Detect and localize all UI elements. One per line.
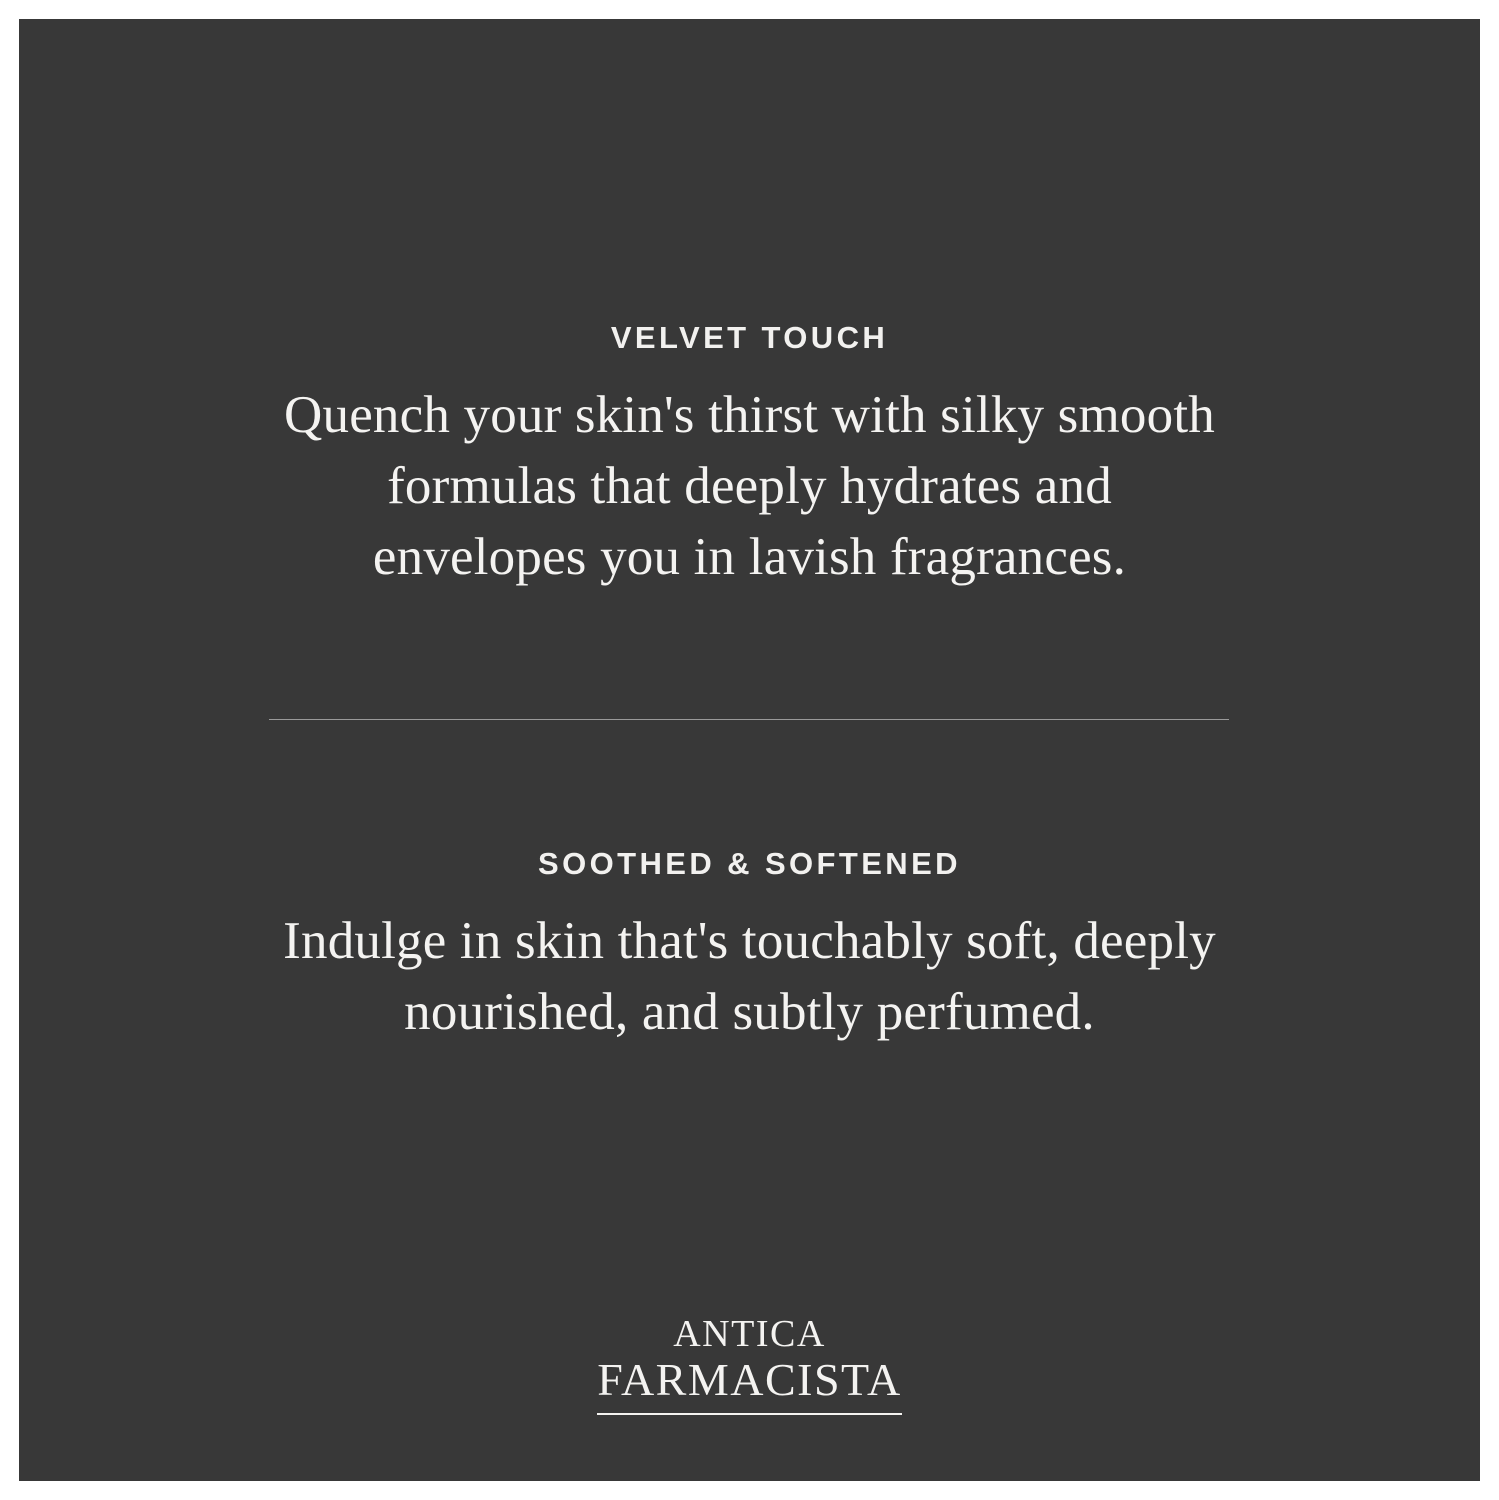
brand-logo-line-1: ANTICA xyxy=(673,1313,826,1355)
card-content xyxy=(19,19,1480,1481)
promo-card xyxy=(19,19,1480,1481)
feature-section-soothed-softened xyxy=(19,845,1480,1048)
brand-logo xyxy=(19,1314,1480,1415)
brand-logo-inner xyxy=(597,1314,901,1415)
section-eyebrow-1: VELVET TOUCH xyxy=(610,320,889,355)
brand-logo-line-2: FARMACISTA xyxy=(597,1354,902,1406)
section-body-1: Quench your skin's thirst with silky smooth formulas that deeply hydrates and envelopes you in lavish fragrances. xyxy=(284,386,1215,587)
section-eyebrow-2: SOOTHED & SOFTENED xyxy=(538,846,961,881)
section-divider xyxy=(269,719,1229,720)
feature-section-velvet-touch xyxy=(19,319,1480,593)
section-body-2: Indulge in skin that's touchably soft, deeply nourished, and subtly perfumed. xyxy=(283,912,1216,1042)
